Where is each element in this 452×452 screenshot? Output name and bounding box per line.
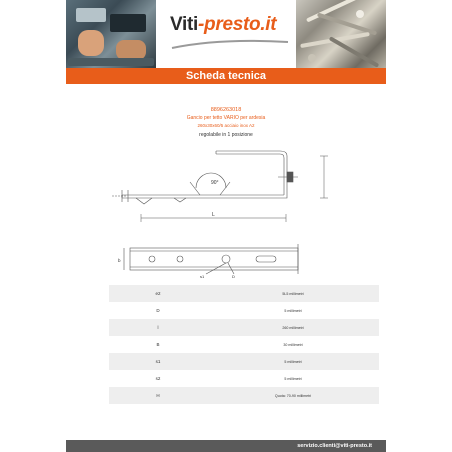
product-code: 8896263018 (210, 107, 242, 113)
side-view (112, 151, 298, 204)
logo-text-viti: Viti (170, 14, 199, 35)
hook-bend (216, 154, 284, 195)
logo-text-presto: -presto.it (198, 14, 277, 35)
table-row: e2 5L5 millimetri (109, 285, 379, 302)
table-row: H Quota: 70-90 millimetri (109, 387, 379, 404)
diameter-label: D (232, 274, 235, 279)
length-label: L (212, 212, 215, 218)
angle-label: 90° (211, 180, 219, 186)
contact-email-link[interactable]: servizio.clienti@viti-presto.it (297, 443, 372, 449)
datasheet-page (66, 0, 386, 452)
logo-swoosh-icon (170, 38, 290, 52)
adjust-slot (256, 256, 276, 262)
table-row: s1 5 millimetri (109, 353, 379, 370)
section-banner: Scheda tecnica (66, 68, 386, 84)
product-name: Gancio per tetto VARIO per ardesia (186, 115, 266, 121)
width-label: b (118, 258, 121, 263)
screws-photo (296, 0, 386, 68)
product-titles (66, 107, 386, 138)
top-view (124, 244, 298, 274)
technical-drawing (66, 150, 386, 280)
table-row: B 30 millimetri (156, 342, 303, 347)
table-row: D 5 millimetri (156, 308, 302, 313)
thickness-label: s1 (200, 274, 205, 279)
product-dimensions: 260x30x60/5 acciaio inox A2 (197, 123, 255, 128)
table-row: s2 5 millimetri (155, 376, 302, 381)
product-note: regolabile in 1 posizione (199, 132, 253, 138)
table-row: l 260 millimetri (109, 319, 379, 336)
footer-bar (66, 440, 386, 452)
spec-table (109, 285, 379, 404)
brand-logo (170, 14, 290, 54)
header (66, 0, 386, 68)
workshop-photo (66, 0, 156, 68)
